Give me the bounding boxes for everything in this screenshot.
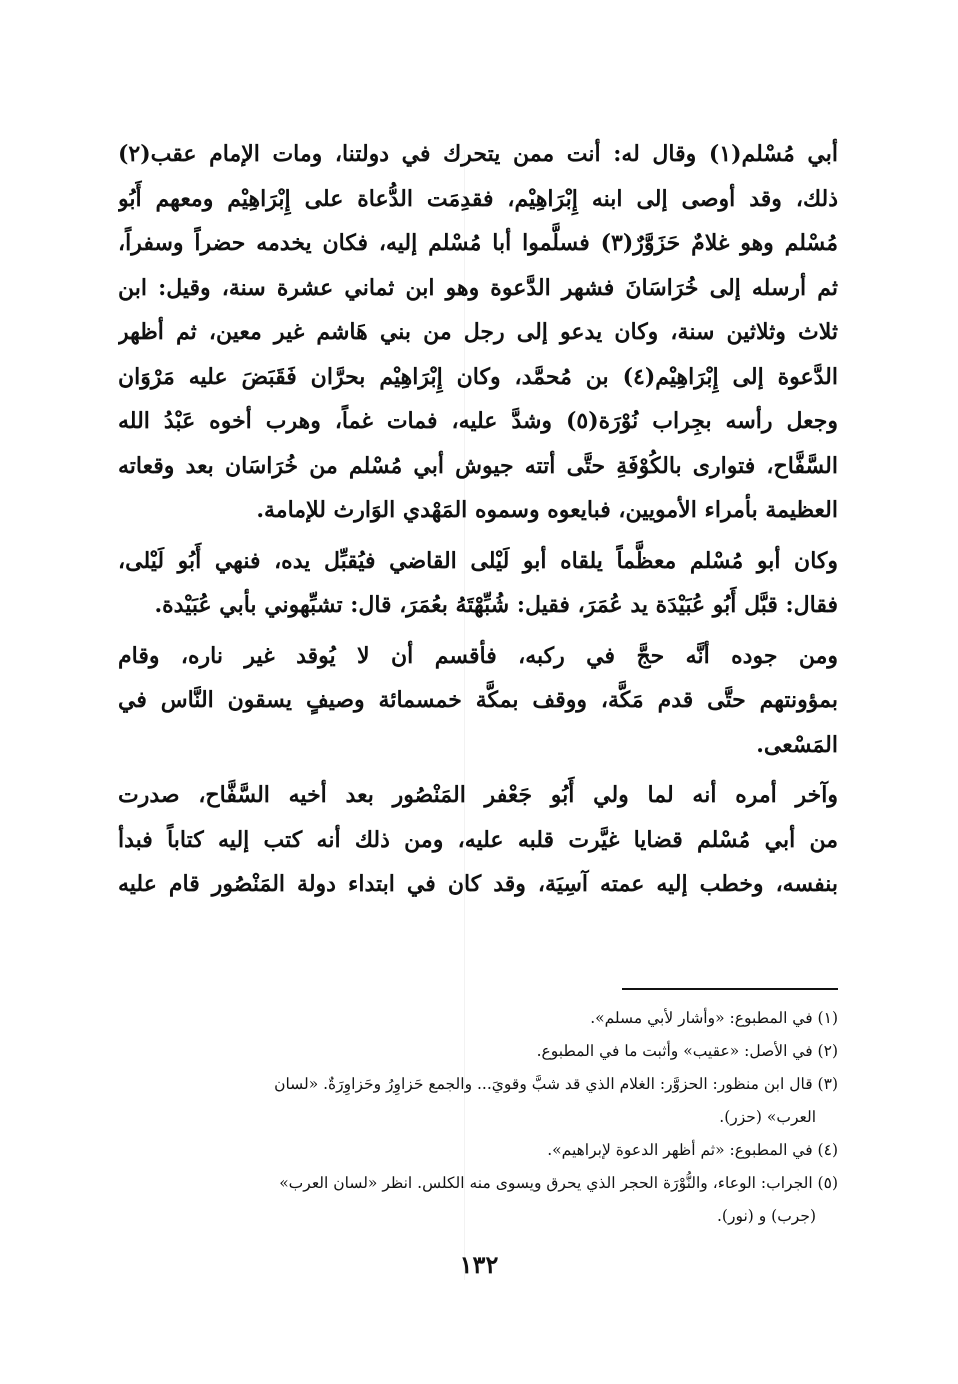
- text-line-1: أبي مُسْلم(١) وقال له: أنت ممن يتحرك في دولتنا، ومات الإمام عقب(٢): [118, 141, 838, 167]
- page-number: ١٣٢: [459, 1250, 499, 1279]
- text-line-12: ومن جوده أنَّه حجَّ في ركبه، فأقسم أن لا يُوقد غير ناره، وقام: [118, 642, 838, 669]
- footnote-5: (٥) الجراب: الوعاء، والنُّوْرَة الحجر الذي يحرق ويسوى منه الكلس. انظر «لسان العرب»: [279, 1174, 838, 1192]
- text-line-5: ثلاث وثلاثين سنة، وكان يدعو إلى رجل من بني هَاشم غير معين، ثم أظهر: [118, 319, 838, 345]
- footnote-divider: [622, 988, 838, 990]
- text-line-14: المَسْعى.: [756, 731, 838, 758]
- text-line-6: الدَّعوة إلى إِبْرَاهِيْم(٤) بن مُحمَّد، وكان إِبْرَاهِيْم بحرَّان فَقَبَضَ عليه مَرْوَان: [118, 363, 838, 390]
- footnote-4: (٤) في المطبوع: «ثم أظهر الدعوة لإبراهيم».: [547, 1141, 838, 1159]
- text-line-8: السَّفَّاح، فتوارى بالكُوْفَةِ حتَّى أتته جيوش أبي مُسْلم من خُرَاسَان بعد وقعاته: [118, 452, 838, 479]
- text-line-15: وآخر أمره أنه لما ولي أَبُو جَعْفر المَنْصُور بعد أخيه السَّفَّاح، صدرت: [118, 782, 838, 808]
- text-line-13: بمؤونتهم حتَّى قدم مَكَّة، ووقف بمكَّة خمسمائة وصيفٍ يسقون النَّاس في: [118, 687, 838, 713]
- text-line-10: وكان أبو مُسْلم معظَّماً يلقاه أبو لَيْلى القاضي فيُقبِّل يده، فنهي أَبُو لَيْلى،: [118, 547, 838, 574]
- footnote-3: (٣) قال ابن منظور: الحزوَّر: الغلام الذي قد شبَّ وقويَ... والجمع حَزاوِرُ وحَزاوِرَةٌ. «لسان: [274, 1075, 838, 1093]
- text-line-16: من أبي مُسْلم قضايا غيَّرت قلبه عليه، ومن ذلك أنه كتب إليه كتاباً فبدأ: [118, 826, 838, 853]
- text-line-2: ذلك، وقد أوصى إلى ابنه إِبْرَاهِيْم، فقدِمَت الدُّعاة على إِبْرَاهِيْم ومعهم أَبُو: [118, 185, 838, 212]
- text-line-4: ثم أرسله إلى خُرَاسَانَ فشهر الدَّعوة وهو ابن ثماني عشرة سنة، وقيل: ابن: [118, 274, 838, 301]
- text-line-7: وجعل رأسه بجِراب نُوْرَة(٥) وشدَّ عليه، فمات غماً، وهرب أخوه عَبْدُ الله: [118, 408, 838, 434]
- text-line-9: العظيمة بأمراء الأمويين، فبايعوه وسموه المَهْدي الوَارث للإمامة.: [256, 497, 838, 523]
- footnote-1: (١) في المطبوع: «وأشار لأبي مسلم».: [590, 1009, 838, 1027]
- text-line-3: مُسْلم وهو غلامٌ حَزَوَّرٌ(٣) فسلَّموا أبا مُسْلم إليه، فكان يخدمه حضراً وسفراً،: [118, 230, 838, 256]
- footnote-2: (٢) في الأصل: «عقيب» وأثبت ما في المطبوع.: [536, 1042, 838, 1060]
- text-line-11: فقال: قبَّل أَبُو عُبَيْدَة يد عُمَرَ، فقيل: شُبِّهْتَهُ بعُمَرَ، قال: تشبِّهوني بأبي عُبَيْدة.: [154, 592, 838, 618]
- footnote-3-continued: العرب» (حزر).: [719, 1108, 816, 1126]
- main-text: [118, 132, 838, 907]
- footnote-5-continued: (جرب) و (نور).: [717, 1207, 816, 1225]
- footnotes: [118, 1002, 838, 1233]
- text-line-17: بنفسه، وخطب إليه عمته آسِيَة، وقد كان في ابتداء دولة المَنْصُور قام عليه: [118, 871, 838, 897]
